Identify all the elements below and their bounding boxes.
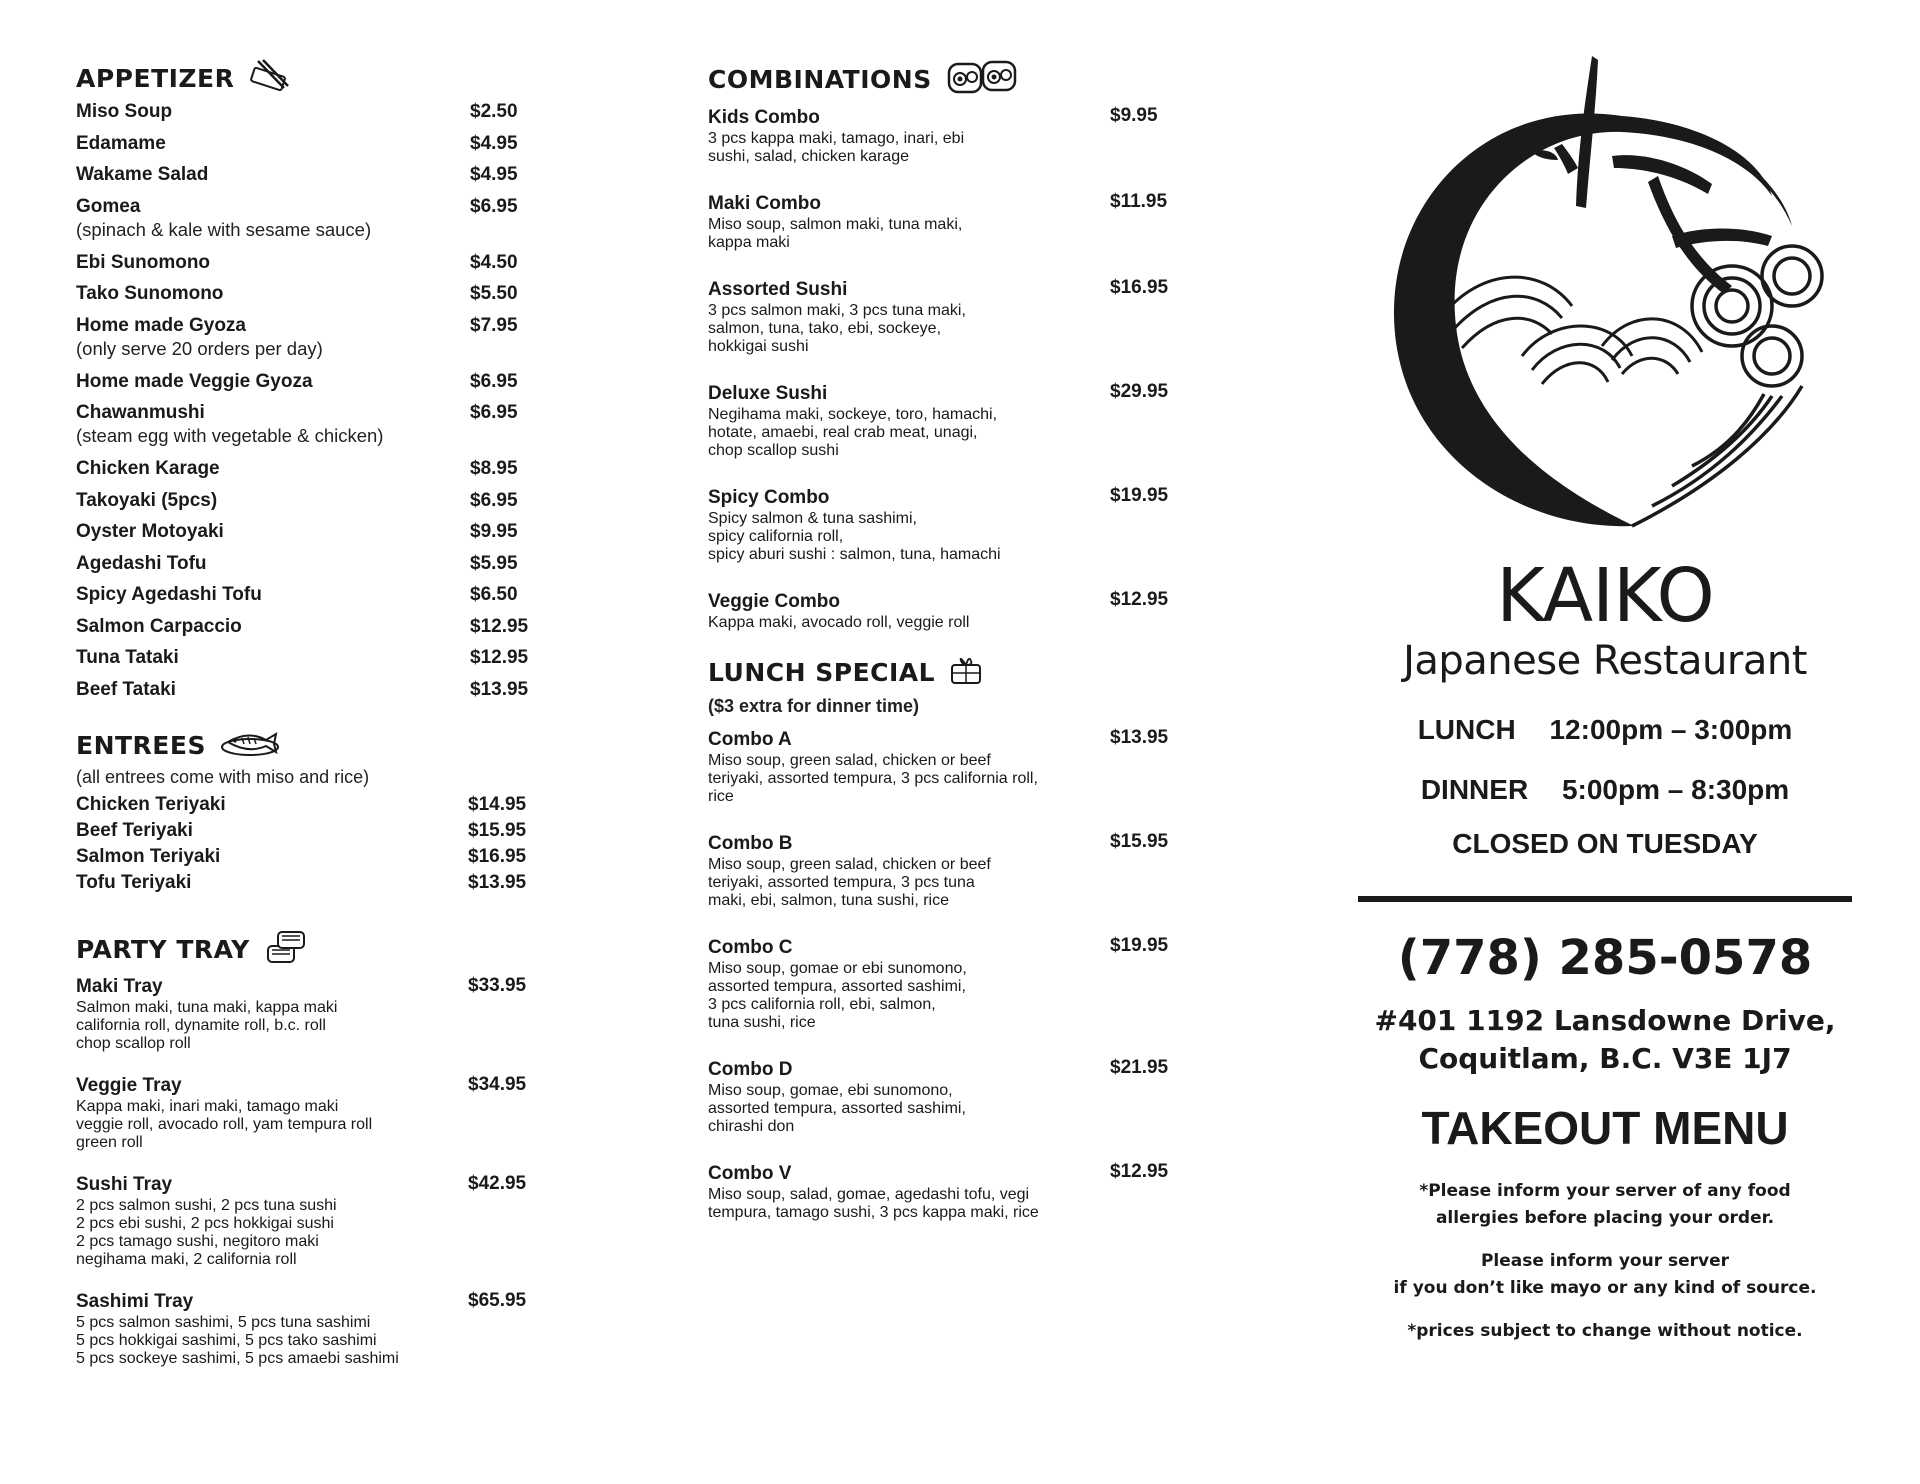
lunch-special-list [708,727,1228,1222]
menu-item-name: Miso Soup [76,101,173,122]
menu-item-desc: Miso soup, green salad, chicken or beef [708,856,991,873]
menu-item [708,485,1228,564]
menu-item [76,584,576,616]
menu-item-desc: (only serve 20 orders per day) [76,337,323,359]
menu-item-desc: tempura, tamago sushi, 3 pcs kappa maki, rice [708,1204,1039,1221]
menu-item-name: Kids Combo [708,107,820,128]
menu-item-desc: salmon, tuna, tako, ebi, sockeye, [708,320,942,337]
menu-item-desc: teriyaki, assorted tempura, 3 pcs tuna [708,874,975,891]
menu-item-name: Spicy Agedashi Tofu [76,584,262,605]
menu-item-name: Chicken Teriyaki [76,794,226,815]
menu-item-desc: Miso soup, gomae or ebi sunomono, [708,960,967,977]
menu-item-header [76,1074,576,1098]
dinner-time: 5:00pm – 8:30pm [1561,774,1790,805]
address-line-1: #401 1192 Lansdowne Drive, [1374,1004,1836,1037]
middle-column [708,58,1228,1247]
menu-item-price: $6.50 [470,584,518,605]
combinations-header [708,58,1228,101]
party-tray-header [76,928,576,971]
menu-item-desc: tuna sushi, rice [708,1014,816,1031]
menu-item-name: Home made Gyoza [76,314,246,336]
menu-item-price: $12.95 [1110,589,1169,610]
menu-item [76,820,576,846]
menu-item-price: $5.50 [470,283,518,304]
menu-item-name: Tako Sunomono [76,283,224,304]
divider [1358,896,1852,902]
menu-item [76,283,576,315]
menu-item-desc: green roll [76,1134,143,1151]
menu-item [76,846,576,872]
menu-item-header [708,485,1228,510]
menu-item-header [76,975,576,999]
menu-item [76,101,576,133]
menu-item-price: $11.95 [1110,191,1168,212]
allergy-notice [1358,1178,1852,1232]
menu-item [76,252,576,284]
menu-item-price: $42.95 [468,1173,527,1194]
menu-item-price: $4.95 [470,164,518,185]
menu-item-name: Combo C [708,937,793,958]
menu-item-price: $34.95 [468,1074,527,1095]
menu-item [708,589,1228,632]
menu-item-name: Beef Tataki [76,678,176,700]
closed-day: CLOSED ON TUESDAY [1452,828,1758,859]
menu-item-desc: veggie roll, avocado roll, yam tempura roll [76,1116,373,1133]
lunch-special-header [708,653,1228,692]
lunch-hours [1358,708,1852,752]
menu-item-name: Chawanmushi [76,402,205,423]
menu-item-price: $7.95 [470,314,518,336]
menu-item-price: $33.95 [468,975,527,996]
menu-item-header [76,1173,576,1197]
menu-item-desc: (steam egg with vegetable & chicken) [76,425,384,446]
menu-item-name: Veggie Combo [708,591,840,612]
menu-item-desc: 3 pcs california roll, ebi, salmon, [708,996,936,1013]
menu-item [76,872,576,898]
menu-item [76,164,576,196]
entrees-list [76,794,576,898]
menu-item-desc: (spinach & kale with sesame sauce) [76,218,372,240]
menu-item-header [708,277,1228,302]
menu-item-desc: chop scallop roll [76,1035,191,1052]
restaurant-name: KAIKO [1496,553,1714,639]
menu-item-price: $12.95 [470,647,529,668]
phone-number: (778) 285-0578 [1397,930,1813,986]
menu-item-price: $19.95 [1110,485,1169,506]
menu-item-price: $15.95 [468,820,527,841]
menu-item-name: Combo V [708,1163,792,1184]
menu-item-text [76,371,470,393]
menu-item [76,553,576,585]
menu-item-name: Deluxe Sushi [708,383,828,404]
left-column [76,58,576,1389]
menu-item-text [76,584,470,606]
menu-item-price: $4.50 [470,251,518,273]
menu-item-name: Salmon Teriyaki [76,846,221,867]
menu-item-desc: chop scallop sushi [708,442,839,459]
menu-item [76,616,576,648]
menu-item-desc: hotate, amaebi, real crab meat, unagi, [708,424,978,441]
menu-item-name: Maki Combo [708,193,821,214]
combinations-title: COMBINATIONS [708,65,932,94]
menu-item-text [76,101,470,123]
chopsticks-icon [248,58,292,99]
menu-item-name: Wakame Salad [76,164,209,185]
menu-item-name: Oyster Motoyaki [76,521,224,542]
menu-item-desc: Spicy salmon & tuna sashimi, [708,510,917,527]
menu-item-name: Spicy Combo [708,487,830,508]
menu-item-header [708,1161,1228,1186]
menu-item-desc: chirashi don [708,1118,795,1135]
menu-item-desc: 3 pcs salmon maki, 3 pcs tuna maki, [708,302,966,319]
menu-item-name: Sashimi Tray [76,1291,194,1312]
menu-item-price: $6.95 [470,195,518,217]
menu-item-desc: Miso soup, salad, gomae, agedashi tofu, vegi [708,1186,1030,1203]
menu-item [76,315,576,371]
menu-item-desc: 3 pcs kappa maki, tamago, inari, ebi [708,130,965,147]
menu-item-desc: rice [708,788,734,805]
menu-item-desc: sushi, salad, chicken karage [708,148,909,165]
menu-item-price: $6.95 [470,370,518,392]
menu-item-desc: negihama maki, 2 california roll [76,1251,297,1268]
menu-item-price: $13.95 [468,872,527,893]
menu-item [76,1290,576,1368]
menu-item-price: $8.95 [470,458,518,479]
price-notice: *prices subject to change without notice. [1407,1321,1803,1341]
menu-item-desc: 5 pcs hokkigai sashimi, 5 pcs tako sashimi [76,1332,377,1349]
menu-item-desc: teriyaki, assorted tempura, 3 pcs california roll, [708,770,1038,787]
address [1358,1002,1852,1078]
menu-item [708,831,1228,910]
address-line-2: Coquitlam, B.C. V3E 1J7 [1418,1042,1792,1075]
menu-item [708,381,1228,460]
menu-item-desc: 2 pcs ebi sushi, 2 pcs hokkigai sushi [76,1215,334,1232]
menu-item-price: $14.95 [468,794,527,815]
menu-item-text [76,133,470,155]
menu-item-price: $9.95 [470,521,518,542]
lunch-special-note: ($3 extra for dinner time) [708,696,920,716]
menu-item-price: $13.95 [470,678,529,700]
menu-item-name: Gomea [76,195,141,217]
menu-item-text [76,679,470,701]
menu-item-text [76,402,470,448]
menu-item-name: Ebi Sunomono [76,251,211,273]
menu-item-header [708,105,1228,130]
menu-item-desc: maki, ebi, salmon, tuna sushi, rice [708,892,949,909]
entrees-header [76,728,576,763]
lunch-label: LUNCH [1417,714,1516,745]
sushi-tray-icon [264,928,308,971]
menu-item-header [708,935,1228,960]
menu-item-name: Edamame [76,132,166,154]
menu-item [708,1057,1228,1136]
menu-item-header [708,381,1228,406]
menu-item-text [76,553,470,575]
menu-item-header [708,727,1228,752]
mayo-line-2: if you don’t like mayo or any kind of source. [1393,1278,1817,1298]
menu-item-desc: Miso soup, gomae, ebi sunomono, [708,1082,953,1099]
menu-item-name: Salmon Carpaccio [76,615,242,637]
menu-item-price: $9.95 [1110,105,1158,126]
bento-box-icon [949,653,983,692]
menu-item-desc: 2 pcs tamago sushi, negitoro maki [76,1233,319,1250]
menu-item [76,371,576,403]
menu-item-header [76,1290,576,1314]
menu-item-text [76,490,470,512]
menu-item-name: Sushi Tray [76,1174,173,1195]
menu-item-price: $2.50 [470,101,518,122]
menu-item-desc: 5 pcs sockeye sashimi, 5 pcs amaebi sashimi [76,1350,399,1367]
party-tray-title: PARTY TRAY [76,935,250,964]
fish-plate-icon [220,728,280,763]
menu-item [76,647,576,679]
menu-item [708,727,1228,806]
menu-item [76,402,576,458]
menu-item [76,196,576,252]
menu-item-price: $6.95 [470,489,518,511]
menu-item [708,191,1228,252]
menu-item-name: Beef Teriyaki [76,820,193,841]
menu-item-text [76,315,470,361]
allergy-line-1: *Please inform your server of any food [1419,1181,1791,1201]
entrees-title: ENTREES [76,731,206,760]
party-tray-list [76,975,576,1368]
menu-item [708,105,1228,166]
menu-item-price: $16.95 [468,846,527,867]
menu-item-desc: california roll, dynamite roll, b.c. roll [76,1017,326,1034]
enso-wave-logo-icon [1372,56,1832,546]
menu-item-price: $65.95 [468,1290,527,1311]
menu-item-name: Combo A [708,729,792,750]
entrees-note: (all entrees come with miso and rice) [76,767,370,787]
menu-item-price: $21.95 [1110,1057,1169,1078]
menu-item-price: $29.95 [1110,381,1169,402]
dinner-hours [1358,768,1852,812]
menu-item-desc: Kappa maki, inari maki, tamago maki [76,1098,339,1115]
menu-item-desc: 2 pcs salmon sushi, 2 pcs tuna sushi [76,1197,337,1214]
menu-item [708,1161,1228,1222]
combinations-list [708,105,1228,632]
menu-item-price: $12.95 [470,615,529,637]
maki-rolls-icon [946,58,1018,101]
menu-item-header [708,589,1228,614]
menu-item-desc: Salmon maki, tuna maki, kappa maki [76,999,338,1016]
menu-item-desc: 5 pcs salmon sashimi, 5 pcs tuna sashimi [76,1314,371,1331]
menu-item-text [76,616,470,638]
right-column [1358,56,1852,1345]
menu-item-desc: assorted tempura, assorted sashimi, [708,978,966,995]
menu-item [76,521,576,553]
menu-item-desc: spicy aburi sushi : salmon, tuna, hamachi [708,546,1001,563]
dinner-label: DINNER [1420,774,1529,805]
menu-item-price: $19.95 [1110,935,1169,956]
menu-item-header [708,191,1228,216]
hours-block [1358,708,1852,860]
menu-item-text [76,164,470,186]
menu-item [76,679,576,711]
menu-item-desc: hokkigai sushi [708,338,809,355]
menu-item-price: $13.95 [1110,727,1169,748]
menu-item [76,1173,576,1269]
menu-item-name: Tofu Teriyaki [76,872,192,893]
menu-item-price: $6.95 [470,402,518,423]
menu-item-name: Veggie Tray [76,1075,182,1096]
menu-item-name: Chicken Karage [76,458,220,479]
menu-item-price: $16.95 [1110,277,1169,298]
menu-item-text [76,458,470,480]
mayo-line-1: Please inform your server [1480,1251,1730,1271]
menu-item-name: Home made Veggie Gyoza [76,370,313,392]
lunch-special-title: LUNCH SPECIAL [708,658,936,687]
menu-item-desc: Miso soup, green salad, chicken or beef [708,752,991,769]
menu-item-desc: kappa maki [708,234,790,251]
mayo-notice [1358,1248,1852,1302]
menu-item-desc: assorted tempura, assorted sashimi, [708,1100,966,1117]
menu-item [708,277,1228,356]
menu-item [76,490,576,522]
menu-item-name: Agedashi Tofu [76,552,207,574]
appetizer-header [76,58,576,99]
menu-item-desc: Negihama maki, sockeye, toro, hamachi, [708,406,998,423]
appetizer-list [76,101,576,710]
menu-item-name: Combo D [708,1059,793,1080]
menu-item-text [76,196,470,242]
menu-item-desc: spicy california roll, [708,528,844,545]
menu-item-price: $12.95 [1110,1161,1169,1182]
menu-item [76,794,576,820]
menu-item-name: Assorted Sushi [708,279,848,300]
menu-item-price: $4.95 [470,132,518,154]
menu-item-text [76,647,470,669]
menu-item [76,133,576,165]
menu-item-price: $15.95 [1110,831,1169,852]
menu-item [76,458,576,490]
menu-item-price: $5.95 [470,552,518,574]
menu-item-desc: Kappa maki, avocado roll, veggie roll [708,614,970,631]
menu-item-name: Takoyaki (5pcs) [76,489,218,511]
menu-item-name: Tuna Tataki [76,647,179,668]
menu-item-desc: Miso soup, salmon maki, tuna maki, [708,216,963,233]
lunch-time: 12:00pm – 3:00pm [1549,714,1793,745]
menu-item-text [76,252,470,274]
menu-item [76,975,576,1053]
menu-item [708,935,1228,1032]
menu-item-name: Maki Tray [76,976,163,997]
menu-item-text [76,521,470,543]
menu-item [76,1074,576,1152]
menu-item-name: Combo B [708,833,793,854]
appetizer-title: APPETIZER [76,64,235,93]
menu-item-header [708,1057,1228,1082]
allergy-line-2: allergies before placing your order. [1435,1208,1775,1228]
menu-item-header [708,831,1228,856]
restaurant-subtitle: Japanese Restaurant [1403,638,1807,684]
menu-item-text [76,283,470,305]
menu-title: TAKEOUT MENU [1421,1102,1789,1154]
